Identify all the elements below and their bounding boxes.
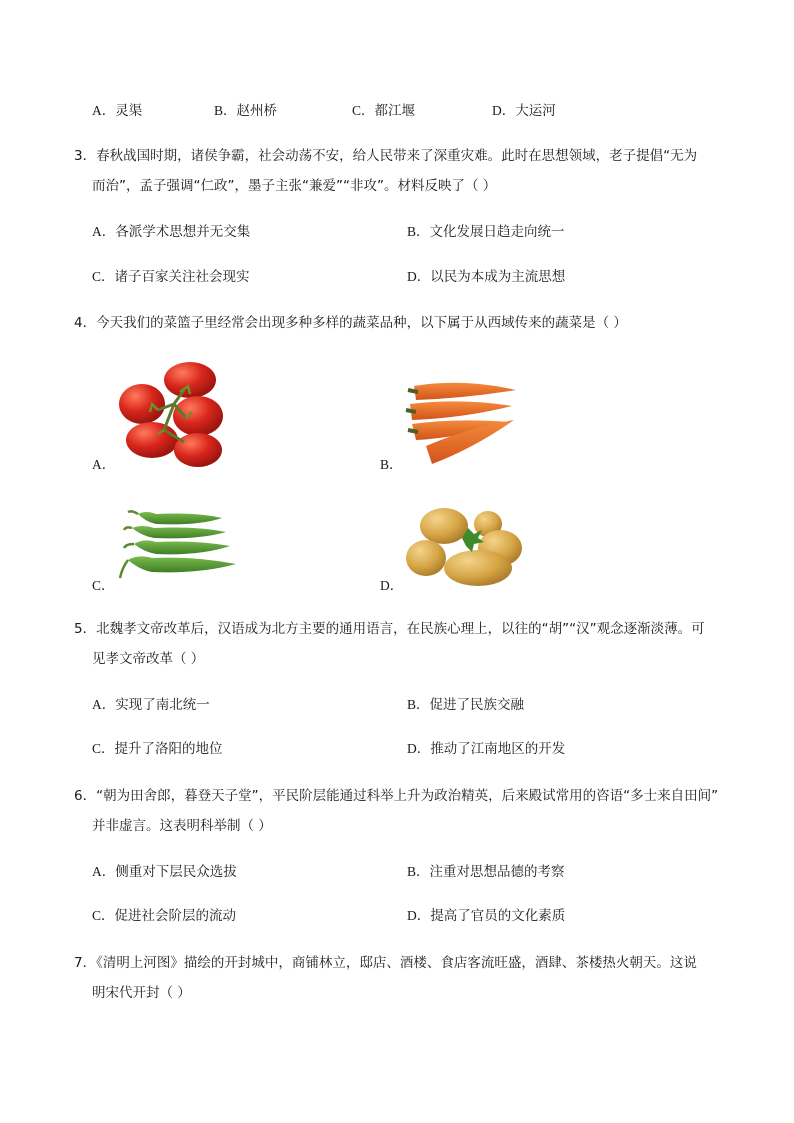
q6-stem-line1: 6．“朝为田舍郎，暮登天子堂”，平民阶层能通过科举上升为政治精英，后来殿试常用的咨语“多士来自田间” xyxy=(74,788,719,804)
q2-option-b: B．赵州桥 xyxy=(214,103,278,119)
q3-option-b: B．文化发展日趋走向统一 xyxy=(407,224,565,240)
q2-option-c: C．都江堰 xyxy=(352,103,416,119)
q4-option-b: B． xyxy=(380,457,403,472)
q3-option-d: D．以民为本成为主流思想 xyxy=(407,269,566,285)
q4-option-d: D． xyxy=(380,578,404,593)
q7-stem-line1: 7．《清明上河图》描绘的开封城中，商铺林立，邸店、酒楼、食店客流旺盛，酒肆、茶楼热火朝天。这说 xyxy=(74,955,697,971)
q2-option-a: A．灵渠 xyxy=(92,103,143,119)
q6-option-b: B．注重对思想品德的考察 xyxy=(407,864,565,880)
q5-option-c: C．提升了洛阳的地位 xyxy=(92,741,223,757)
q7-stem-line2: 明宋代开封（ ） xyxy=(92,985,191,1001)
pepper-image xyxy=(116,506,240,586)
q5-option-d: D．推动了江南地区的开发 xyxy=(407,741,566,757)
q4-stem-line1: 4．今天我们的菜篮子里经常会出现多种多样的蔬菜品种，以下属于从西域传来的蔬菜是（ ） xyxy=(74,315,627,331)
q6-option-c: C．促进社会阶层的流动 xyxy=(92,908,237,924)
q5-option-b: B．促进了民族交融 xyxy=(407,697,525,713)
q5-stem-line2: 见孝文帝改革（ ） xyxy=(92,651,205,667)
q2-option-d: D．大运河 xyxy=(492,103,556,119)
q3-option-c: C．诸子百家关注社会现实 xyxy=(92,269,250,285)
q4-option-c: C． xyxy=(92,578,115,593)
q6-stem-line2: 并非虚言。这表明科举制（ ） xyxy=(92,818,272,834)
carrot-image xyxy=(404,376,519,468)
q3-option-a: A．各派学术思想并无交集 xyxy=(92,224,251,240)
q5-option-a: A．实现了南北统一 xyxy=(92,697,210,713)
q5-stem-line1: 5．北魏孝文帝改革后，汉语成为北方主要的通用语言，在民族心理上，以往的“胡”“汉”观念逐渐淡薄。可 xyxy=(74,621,705,637)
q4-option-a: A． xyxy=(92,457,116,472)
potato-image xyxy=(404,506,528,588)
q3-stem-line2: 而治”，孟子强调“仁政”，墨子主张“兼爱”“非攻”。材料反映了（ ） xyxy=(92,178,497,194)
q6-option-a: A．侧重对下层民众选拔 xyxy=(92,864,237,880)
q3-stem-line1: 3．春秋战国时期，诸侯争霸，社会动荡不安，给人民带来了深重灾难。此时在思想领域，老子提倡“无为 xyxy=(74,148,698,164)
q6-option-d: D．提高了官员的文化素质 xyxy=(407,908,566,924)
tomato-image xyxy=(114,360,226,470)
